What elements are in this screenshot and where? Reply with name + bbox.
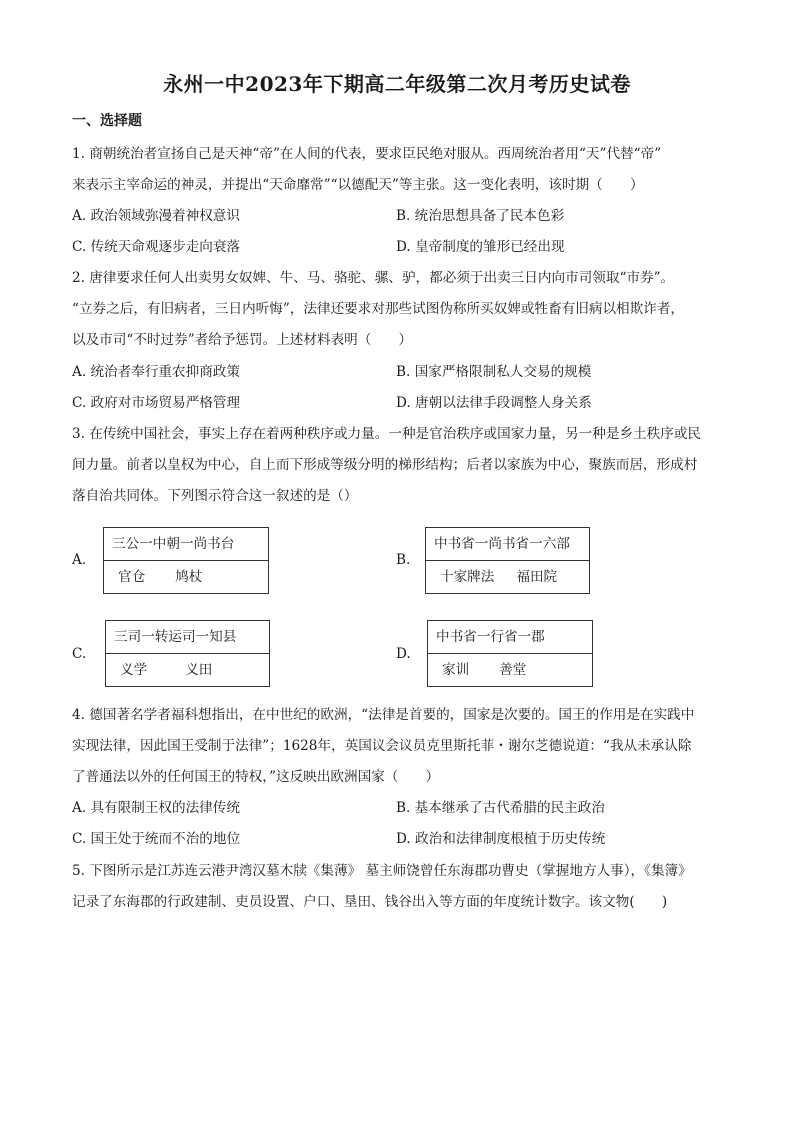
- q3-diagram-c-hierarchy: 三司一转运司一知县: [106, 621, 269, 654]
- q4-option-d[interactable]: D. 政治和法律制度根植于历史传统: [396, 831, 606, 847]
- q3-diagram-c-item-2: 义田: [185, 662, 213, 678]
- q3-diagram-a-items: [104, 561, 268, 593]
- q4-option-b[interactable]: B. 基本继承了古代希腊的民主政治: [396, 800, 605, 816]
- q3-option-b-letter[interactable]: B.: [396, 552, 411, 568]
- q4-line-1: 4. 德国著名学者福科想指出，在中世纪的欧洲，“法律是首要的，国家是次要的。国王的作用是在实践中: [72, 707, 695, 723]
- q1-option-b[interactable]: B. 统治思想具备了民本色彩: [396, 208, 565, 224]
- q3-diagram-c[interactable]: [105, 620, 270, 687]
- q5-line-2: 记录了东海郡的行政建制、吏员设置、户口、垦田、钱谷出入等方面的年度统计数字。该文物( ): [72, 894, 668, 910]
- q3-option-c-letter[interactable]: C.: [72, 646, 87, 662]
- q3-line-2: 间力量。前者以皇权为中心，自上而下形成等级分明的梯形结构；后者以家族为中心，聚族而居，形成村: [72, 457, 698, 473]
- q1-option-c[interactable]: C. 传统天命观逐步走向衰落: [72, 239, 241, 255]
- q3-diagram-c-item-1: 义学: [120, 662, 148, 678]
- q3-option-d-letter[interactable]: D.: [396, 646, 411, 662]
- q2-line-3: 以及市司“不时过券”者给予惩罚。上述材料表明（ ）: [72, 332, 413, 348]
- section-heading: 一、选择题: [72, 113, 142, 129]
- q2-option-c[interactable]: C. 政府对市场贸易严格管理: [72, 395, 241, 411]
- q3-diagram-a-hierarchy: 三公一中朝一尚书台: [104, 528, 268, 561]
- q2-option-a[interactable]: A. 统治者奉行重农抑商政策: [72, 364, 240, 380]
- q5-line-1: 5. 下图所示是江苏连云港尹湾汉墓木牍《集薄》 墓主师饶曾任东海郡功曹史（掌握地方人事），《集簿》: [72, 863, 692, 879]
- q3-diagram-b-item-2: 福田院: [516, 569, 558, 585]
- q2-line-1: 2. 唐律要求任何人出卖男女奴婢、牛、马、骆驼、骡、驴，都必须于出卖三日内向市司领取“市券”。: [72, 270, 675, 286]
- q3-diagram-b-hierarchy: 中书省一尚书省一六部: [426, 528, 589, 561]
- q3-diagram-d-items: [428, 654, 592, 686]
- exam-title: 永州一中2023年下期高二年级第二次月考历史试卷: [163, 72, 631, 96]
- q4-line-3: 了普通法以外的任何国王的特权，”这反映出欧洲国家（ ）: [72, 769, 440, 785]
- q1-line-1: 1. 商朝统治者宣扬自己是天神“帝”在人间的代表，要求臣民绝对服从。西周统治者用“天”代替“帝”: [72, 146, 662, 162]
- q3-diagram-a-item-1: 官仓: [118, 569, 146, 585]
- q4-option-a[interactable]: A. 具有限制王权的法律传统: [72, 800, 240, 816]
- q3-diagram-a-item-2: 鸠杖: [175, 569, 203, 585]
- q3-diagram-d-hierarchy: 中书省一行省一郡: [428, 621, 592, 654]
- q3-diagram-c-items: [106, 654, 269, 686]
- q1-line-2: 来表示主宰命运的神灵，并提出“天命靡常”“以德配天”等主张。这一变化表明，该时期（ ）: [72, 177, 644, 193]
- q3-line-3: 落自治共同体。下列图示符合这一叙述的是（）: [72, 488, 358, 504]
- q3-option-a-letter[interactable]: A.: [72, 552, 87, 568]
- q2-line-2: “立券之后，有旧病者，三日内听悔”，法律还要求对那些试图伪称所买奴婢或牲畜有旧病以相欺诈者，: [72, 301, 685, 317]
- q1-option-a[interactable]: A. 政治领域弥漫着神权意识: [72, 208, 240, 224]
- q3-diagram-d-item-2: 善堂: [499, 662, 527, 678]
- q1-option-d[interactable]: D. 皇帝制度的雏形已经出现: [396, 239, 565, 255]
- q3-line-1: 3. 在传统中国社会，事实上存在着两种秩序或力量。一种是官治秩序或国家力量，另一种是乡土秩序或民: [72, 426, 702, 442]
- q4-option-c[interactable]: C. 国王处于统而不治的地位: [72, 831, 241, 847]
- q3-diagram-a[interactable]: [103, 527, 269, 594]
- q2-option-b[interactable]: B. 国家严格限制私人交易的规模: [396, 364, 592, 380]
- q3-diagram-d-item-1: 家训: [442, 662, 470, 678]
- q3-diagram-b-item-1: 十家牌法: [440, 569, 495, 585]
- q3-diagram-b-items: [426, 561, 589, 593]
- q4-line-2: 实现法律，因此国王受制于法律”；1628年，英国议会议员克里斯托菲・谢尔芝德说道：“我从未承认除: [72, 738, 692, 754]
- q3-diagram-d[interactable]: [427, 620, 593, 687]
- q3-diagram-b[interactable]: [425, 527, 590, 594]
- q2-option-d[interactable]: D. 唐朝以法律手段调整人身关系: [396, 395, 592, 411]
